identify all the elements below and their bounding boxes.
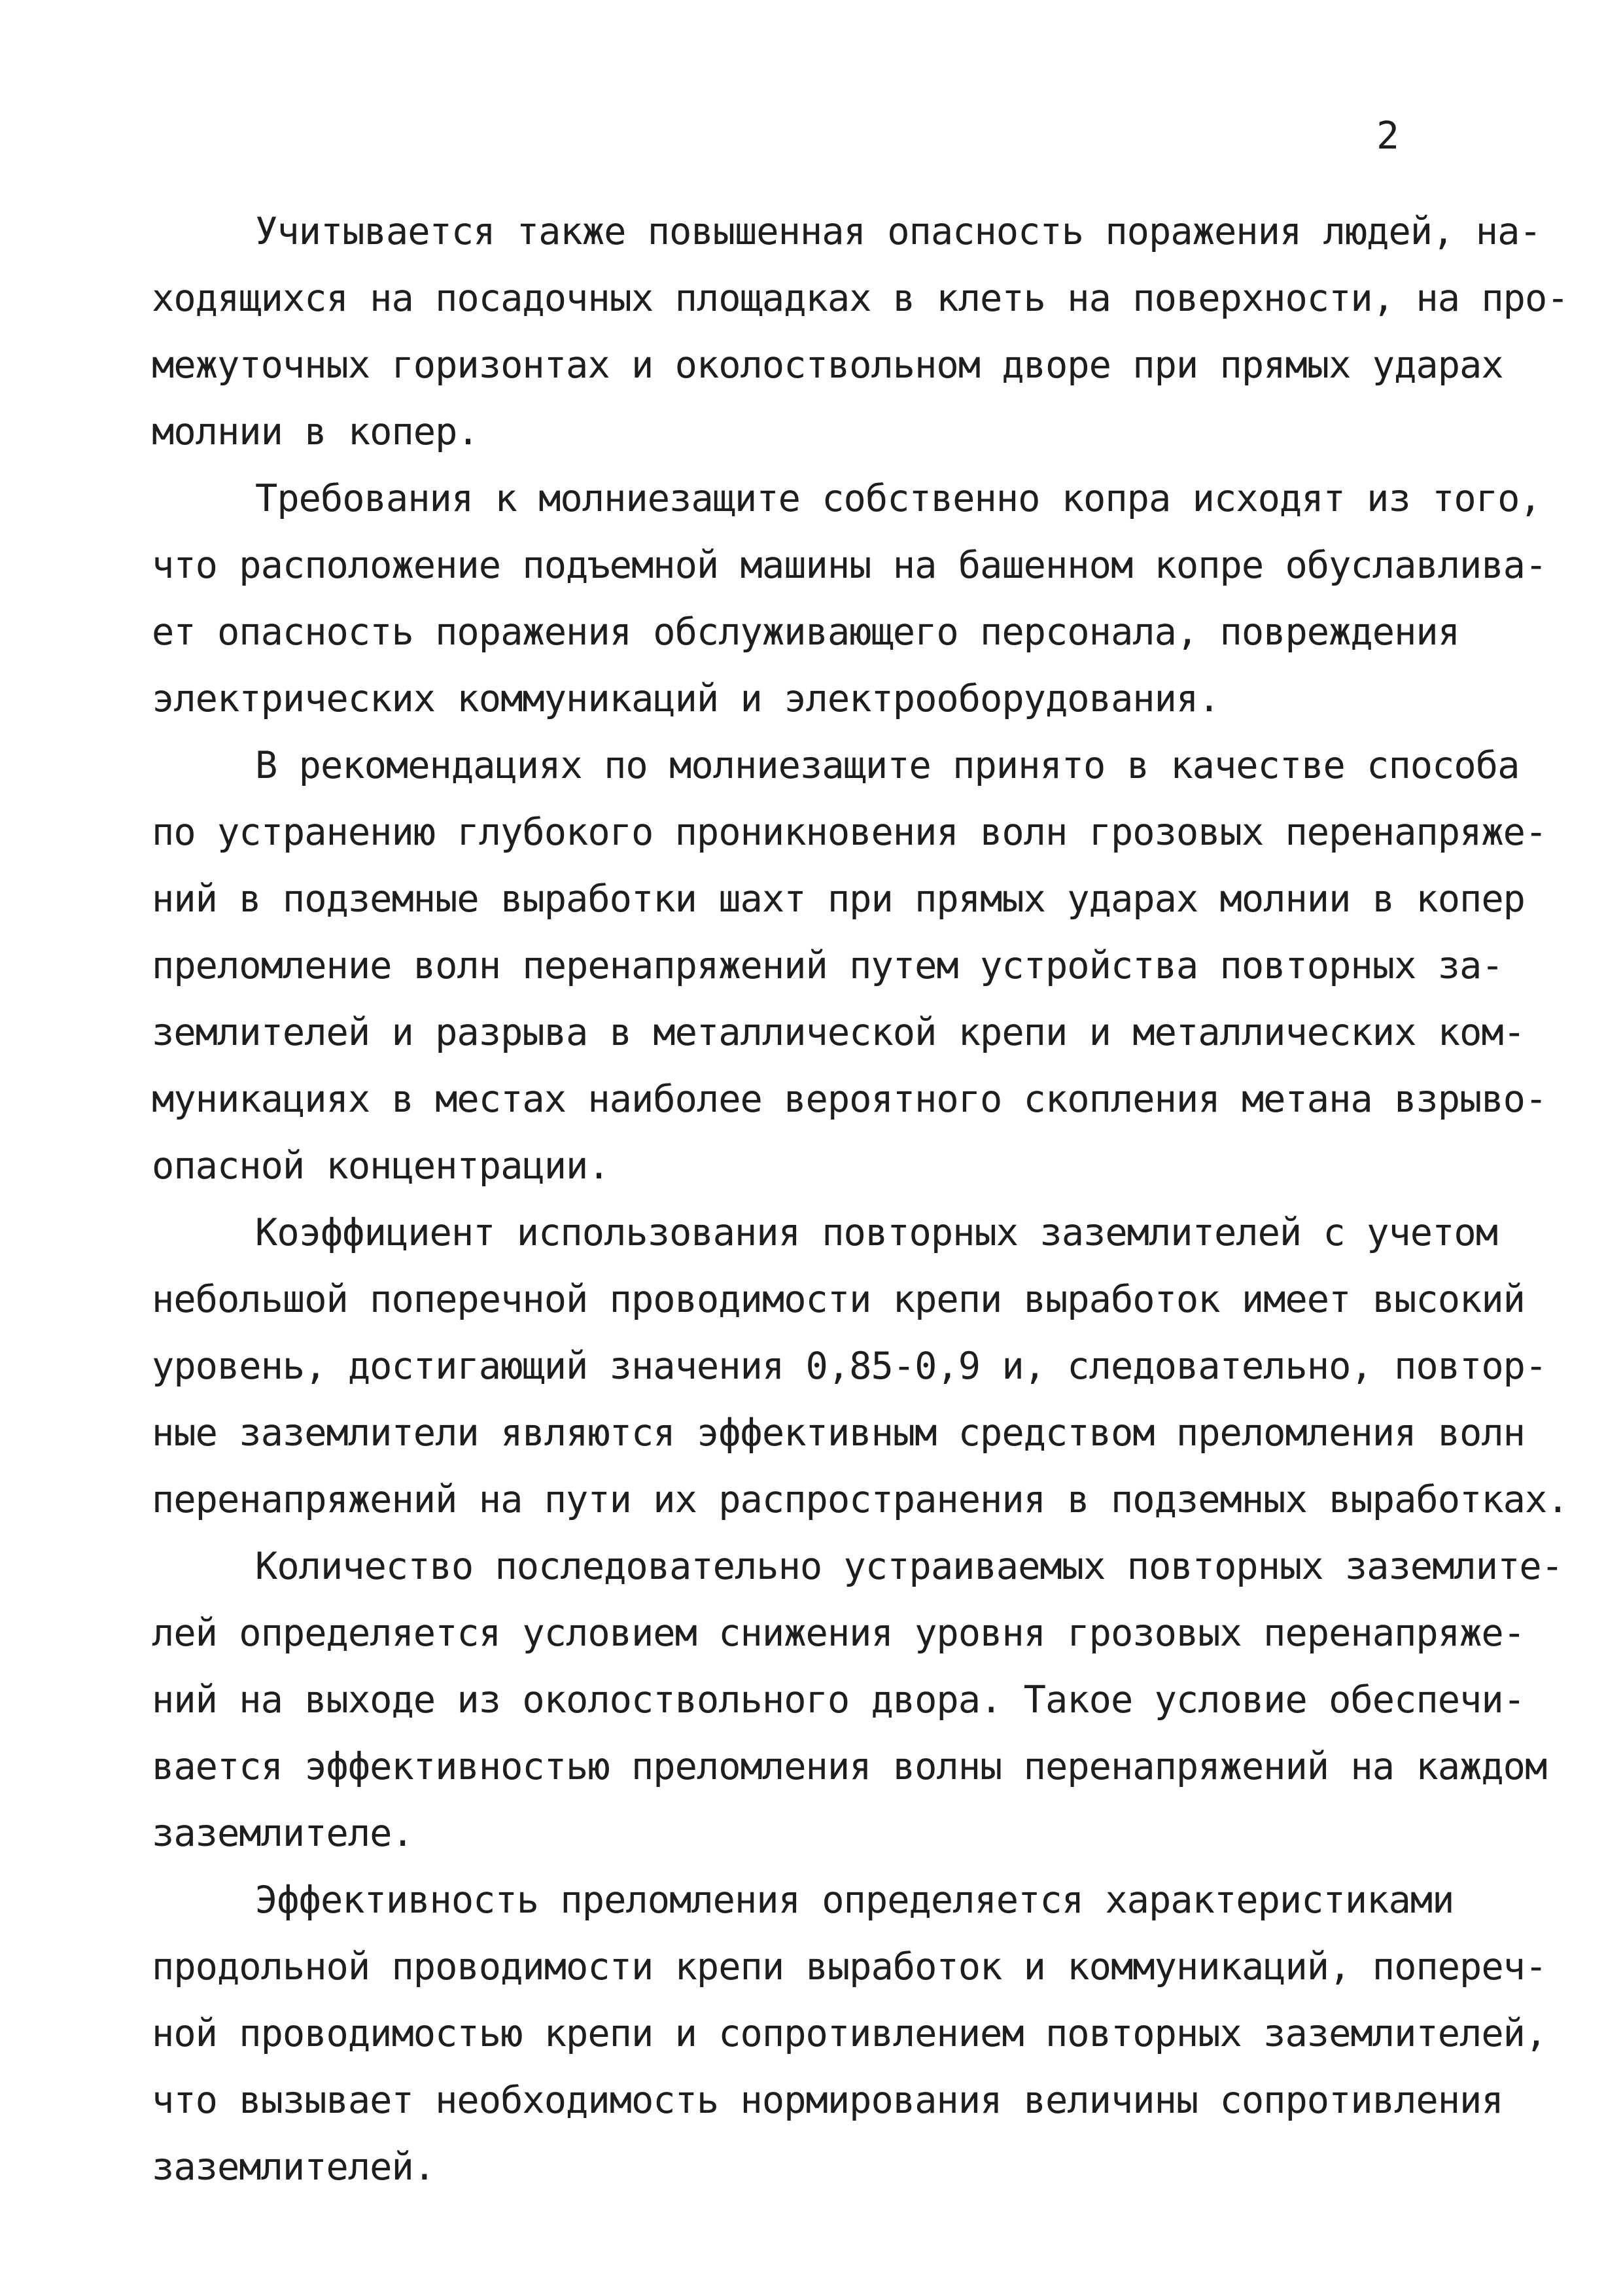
text-line: межуточных горизонтах и околоствольном дворе при прямых ударах	[152, 344, 1503, 387]
text-line: уровень, достигающий значения 0,85-0,9 и, следовательно, повтор-	[152, 1345, 1547, 1388]
text-line: перенапряжений на пути их распространения в подземных выработках.	[152, 1478, 1569, 1521]
text-line: В рекомендациях по молниезащите принято в качестве способа	[255, 744, 1520, 787]
text-line: заземлителе.	[152, 1812, 413, 1855]
paragraph-5	[152, 1533, 1563, 1867]
text-line: муникациях в местах наиболее вероятного скопления метана взрыво-	[152, 1078, 1547, 1121]
text-line: что расположение подъемной машины на башенном копре обуславлива-	[152, 544, 1547, 587]
text-line: опасной концентрации.	[152, 1144, 610, 1188]
text-line: электрических коммуникаций и электрооборудования.	[152, 677, 1220, 720]
paragraph-4	[152, 1199, 1569, 1533]
text-line: ходящихся на посадочных площадках в клеть на поверхности, на про-	[152, 277, 1569, 320]
text-line: преломление волн перенапряжений путем устройства повторных за-	[152, 944, 1503, 987]
text-line: небольшой поперечной проводимости крепи выработок имеет высокий	[152, 1278, 1525, 1321]
text-line: землителей и разрыва в металлической крепи и металлических ком-	[152, 1011, 1525, 1054]
text-line: ний в подземные выработки шахт при прямых ударах молнии в копер	[152, 877, 1525, 921]
paragraph-1	[152, 198, 1569, 465]
text-line: молнии в копер.	[152, 410, 479, 453]
text-line: по устранению глубокого проникновения волн грозовых перенапряже-	[152, 811, 1547, 854]
text-line: Требования к молниезащите собственно копра исходят из того,	[255, 477, 1541, 520]
paragraph-6	[152, 1867, 1547, 2200]
text-line: Количество последовательно устраиваемых повторных заземлите-	[255, 1545, 1563, 1588]
text-line: ет опасность поражения обслуживающего персонала, повреждения	[152, 610, 1460, 654]
text-line: Коэффициент использования повторных заземлителей с учетом	[255, 1211, 1498, 1254]
document-body	[152, 198, 1569, 2200]
text-line: Эффективность преломления определяется характеристиками	[255, 1879, 1454, 1922]
paragraph-3	[152, 732, 1547, 1199]
paragraph-2	[152, 465, 1547, 732]
text-line: что вызывает необходимость нормирования величины сопротивления	[152, 2079, 1503, 2122]
text-line: ний на выходе из околоствольного двора. Такое условие обеспечи-	[152, 1678, 1525, 1722]
page-number: 2	[1376, 113, 1399, 158]
text-line: ной проводимостью крепи и сопротивлением повторных заземлителей,	[152, 2012, 1547, 2055]
text-line: лей определяется условием снижения уровня грозовых перенапряже-	[152, 1612, 1525, 1655]
text-line: продольной проводимости крепи выработок и коммуникаций, попереч-	[152, 1945, 1547, 1988]
text-line: заземлителей.	[152, 2146, 436, 2189]
text-line: вается эффективностью преломления волны перенапряжений на каждом	[152, 1745, 1547, 1788]
text-line: ные заземлители являются эффективным средством преломления волн	[152, 1411, 1525, 1455]
text-line: Учитывается также повышенная опасность поражения людей, на-	[255, 210, 1541, 253]
